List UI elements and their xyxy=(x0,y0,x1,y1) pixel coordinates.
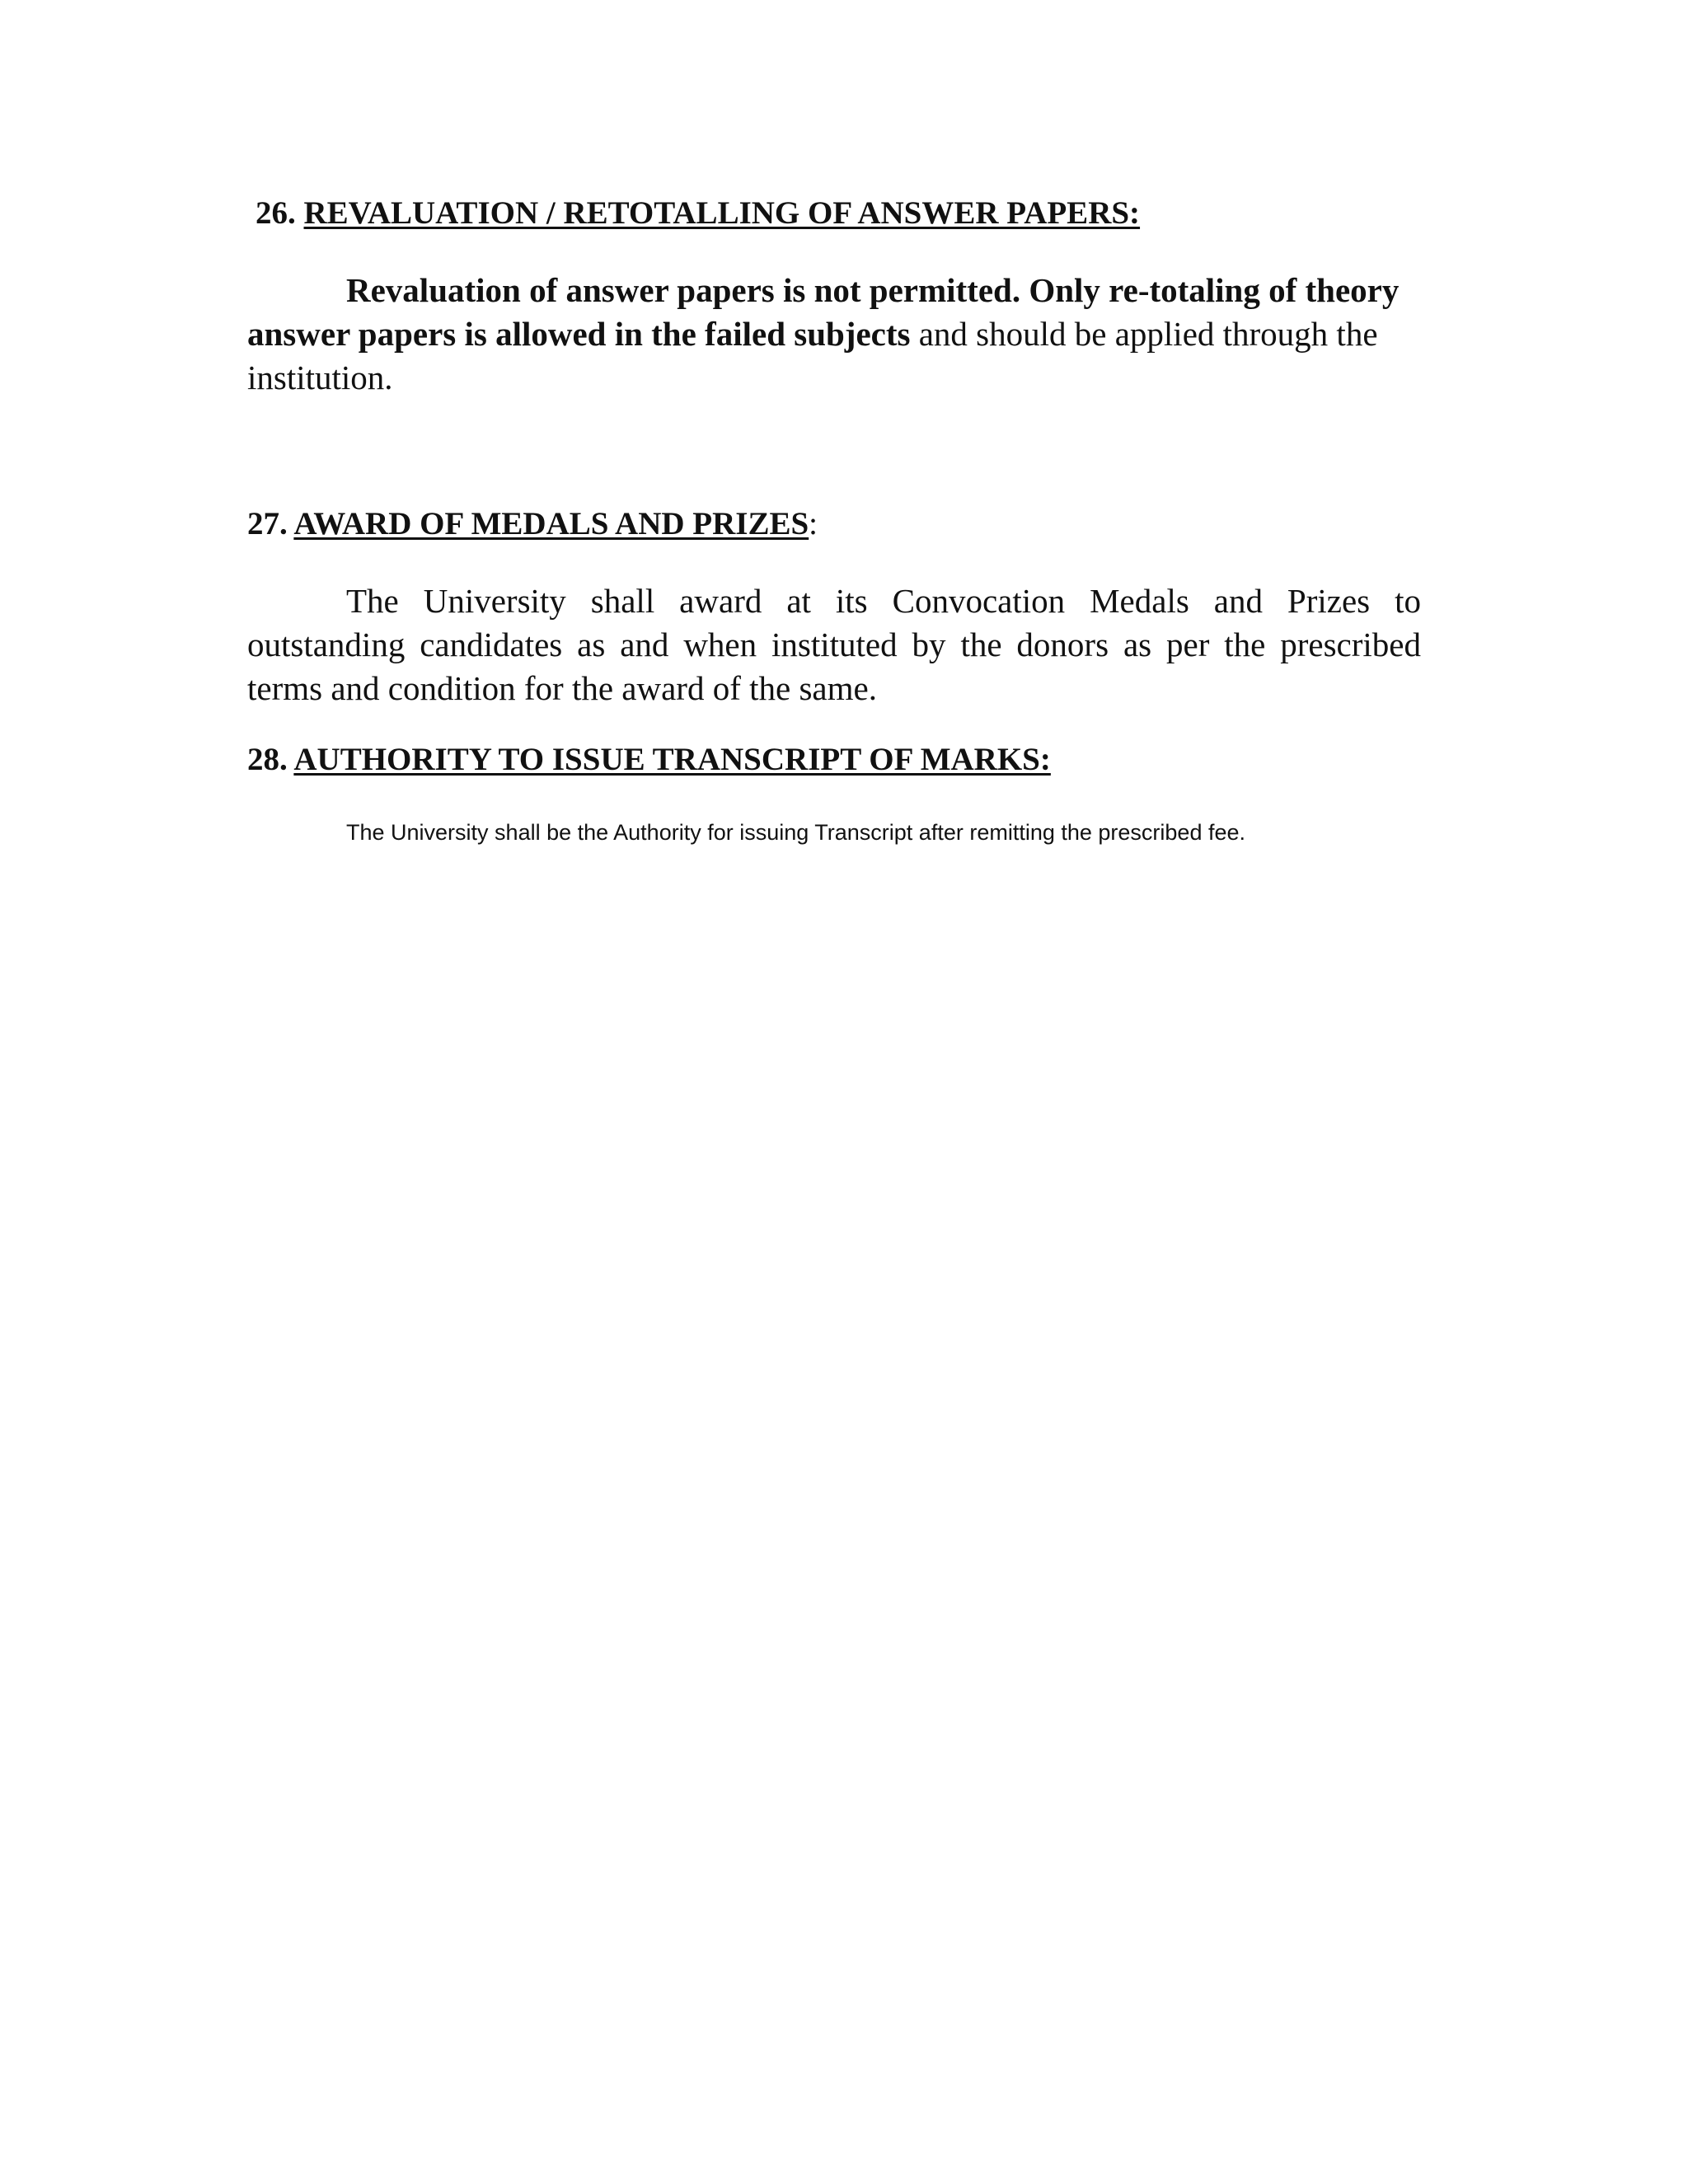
section-27-body-text: The University shall award at its Convocation Medals and Prizes to outstanding candidates as and when instituted by the donors as per the prescribed terms and condition for the award of the same. xyxy=(247,582,1421,707)
section-number: 27. xyxy=(247,506,288,541)
section-27-heading xyxy=(247,505,818,543)
section-28-heading xyxy=(247,741,1051,779)
section-28-body xyxy=(346,818,1245,846)
section-number: 28. xyxy=(247,742,288,777)
section-26-body xyxy=(247,269,1421,400)
section-number: 26. xyxy=(256,195,296,231)
section-26-heading xyxy=(256,194,1140,232)
section-27-body xyxy=(247,579,1421,710)
section-title-colon: : xyxy=(809,506,818,541)
section-title: AUTHORITY TO ISSUE TRANSCRIPT OF MARKS: xyxy=(293,742,1051,777)
section-26-body-regular: and should be applied through the institution. xyxy=(247,315,1378,396)
section-title: REVALUATION / RETOTALLING OF ANSWER PAPERS: xyxy=(303,195,1141,231)
section-28-body-text: The University shall be the Authority for issuing Transcript after remitting the prescribed fee. xyxy=(346,820,1245,845)
section-26-body-bold: Revaluation of answer papers is not permitted. Only re-totaling of theory answer papers is allowed in the failed subjects xyxy=(247,271,1400,353)
section-title: AWARD OF MEDALS AND PRIZES xyxy=(293,506,809,541)
